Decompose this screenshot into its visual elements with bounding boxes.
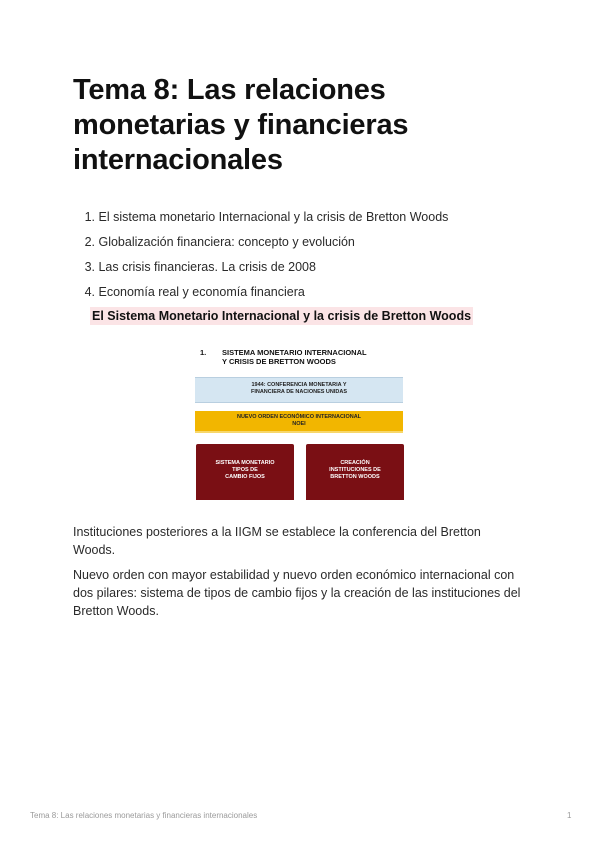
list-item — [73, 230, 448, 255]
slide-box-text: 1944: CONFERENCIA MONETARIA Y — [251, 382, 347, 388]
section-heading: El Sistema Monetario Internacional y la crisis de Bretton Woods — [92, 309, 472, 323]
list-item-number: 2. — [84, 235, 95, 249]
slide-box-text: SISTEMA MONETARIO — [215, 460, 275, 466]
slide-box-text: NUEVO ORDEN ECONÓMICO INTERNACIONAL — [236, 414, 362, 420]
paragraph: Instituciones posteriores a la IIGM se establece la conferencia del Bretton Woods. — [73, 525, 481, 557]
slide-heading-line1: SISTEMA MONETARIO INTERNACIONAL — [222, 348, 367, 357]
slide-number: 1. — [200, 348, 207, 357]
slide-heading — [200, 348, 367, 366]
slide-box-text: CAMBIO FIJOS — [225, 474, 265, 480]
slide-box-new-order — [195, 411, 403, 433]
list-item-text: Las crisis financieras. La crisis de 2008 — [98, 260, 316, 274]
slide-box-monetary-system — [196, 444, 294, 500]
list-item — [73, 255, 448, 280]
footer-title: Tema 8: Las relaciones monetarias y financieras internacionales — [30, 811, 258, 820]
list-item-number: 4. — [84, 285, 95, 299]
slide-box-text: INSTITUCIONES DE — [329, 467, 381, 473]
slide-box-text: NOEI — [292, 421, 306, 427]
slide-box-text: TIPOS DE — [232, 467, 258, 473]
slide-heading-line2: Y CRISIS DE BRETTON WOODS — [222, 357, 336, 366]
list-item-text: Economía real y economía financiera — [98, 285, 305, 299]
slide-box-conference — [195, 377, 403, 403]
list-item — [73, 205, 448, 230]
list-item-number: 1. — [84, 210, 95, 224]
slide-box-institutions — [306, 444, 404, 500]
paragraph: Nuevo orden con mayor estabilidad y nuevo orden económico internacional con dos pilares: sistema de tipos de cambio fijos y la creación de las instituciones del Bretton Woods. — [73, 568, 521, 618]
slide-box-text: FINANCIERA DE NACIONES UNIDAS — [250, 389, 348, 395]
slide-box-text: BRETTON WOODS — [330, 474, 380, 480]
page-title: Tema 8: Las relaciones monetarias y financieras internacionales — [73, 74, 409, 176]
list-item — [73, 280, 448, 305]
list-item-text: El sistema monetario Internacional y la crisis de Bretton Woods — [98, 210, 449, 224]
footer-page-number: 1 — [567, 811, 572, 820]
list-item-number: 3. — [84, 260, 95, 274]
slide-box-text: CREACIÓN — [340, 460, 370, 466]
list-item-text: Globalización financiera: concepto y evolución — [98, 235, 355, 249]
slide-image — [190, 342, 410, 504]
topic-list — [73, 205, 448, 305]
